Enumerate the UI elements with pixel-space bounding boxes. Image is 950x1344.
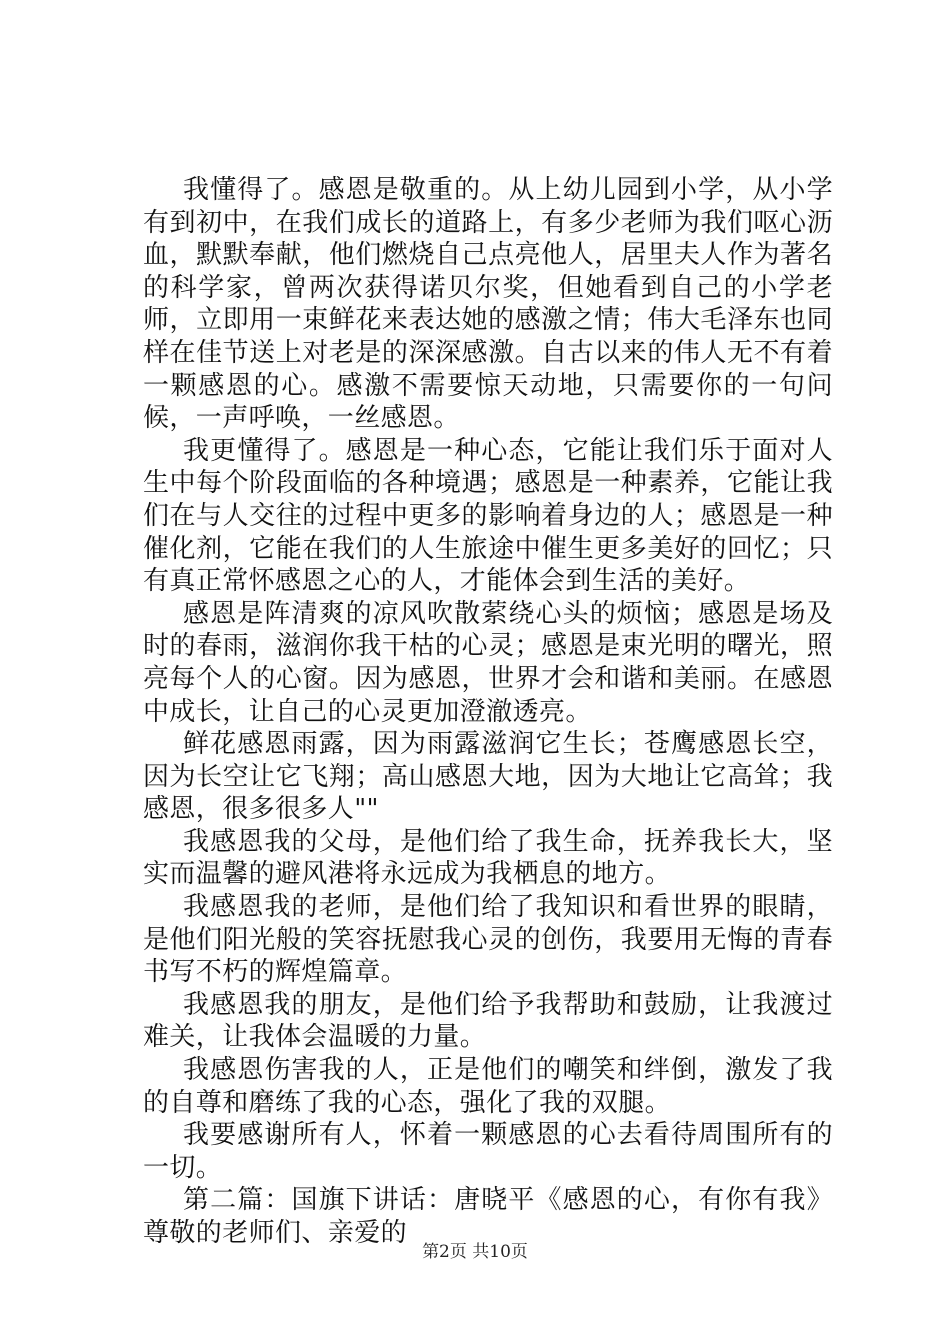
paragraph: 我更懂得了。感恩是一种心态，它能让我们乐于面对人生中每个阶段面临的各种境遇；感恩是一种素养，它能让我们在与人交往的过程中更多的影响着身边的人；感恩是一种催化剂，它能在我们的人生旅途中催生更多美好的回忆；只有真正常怀感恩之心的人，才能体会到生活的美好。 <box>143 435 833 597</box>
paragraph: 感恩是阵清爽的凉风吹散萦绕心头的烦恼；感恩是场及时的春雨，滋润你我干枯的心灵；感恩是束光明的曙光，照亮每个人的心窗。因为感恩，世界才会和谐和美丽。在感恩中成长，让自己的心灵更加澄澈透亮。 <box>143 598 833 727</box>
paragraph: 我要感谢所有人，怀着一颗感恩的心去看待周围所有的一切。 <box>143 1120 833 1183</box>
paragraph: 我感恩我的朋友，是他们给予我帮助和鼓励，让我渡过难关，让我体会温暖的力量。 <box>143 989 833 1053</box>
paragraph: 我感恩我的老师，是他们给了我知识和看世界的眼睛，是他们阳光般的笑容抚慰我心灵的创伤，我要用无悔的青春书写不朽的辉煌篇章。 <box>143 892 833 988</box>
page-footer <box>0 1241 950 1263</box>
paragraph: 我感恩伤害我的人，正是他们的嘲笑和绊倒，激发了我的自尊和磨练了我的心态，强化了我的双腿。 <box>143 1055 833 1118</box>
paragraph: 我感恩我的父母，是他们给了我生命，抚养我长大，坚实而温馨的避风港将永远成为我栖息的地方。 <box>143 826 833 890</box>
paragraph: 鲜花感恩雨露，因为雨露滋润它生长；苍鹰感恩长空，因为长空让它飞翔；高山感恩大地，因为大地让它高耸；我感恩，很多很多人"" <box>143 729 833 825</box>
paragraph: 我懂得了。感恩是敬重的。从上幼儿园到小学，从小学有到初中，在我们成长的道路上，有多少老师为我们呕心沥血，默默奉献，他们燃烧自己点亮他人，居里夫人作为著名的科学家，曾两次获得诺贝尔奖，但她看到自己的小学老师，立即用一束鲜花来表达她的感激之情；伟大毛泽东也同样在佳节送上对老是的深深感激。自古以来的伟人无不有着一颗感恩的心。感激不需要惊天动地，只需要你的一句问候，一声呼唤，一丝感恩。 <box>143 175 833 434</box>
paragraph: 第二篇：国旗下讲话：唐晓平《感恩的心，有你有我》尊敬的老师们、亲爱的 <box>143 1185 833 1248</box>
page-number: 第2页 共10页 <box>422 1242 528 1262</box>
body-text <box>143 174 833 1250</box>
